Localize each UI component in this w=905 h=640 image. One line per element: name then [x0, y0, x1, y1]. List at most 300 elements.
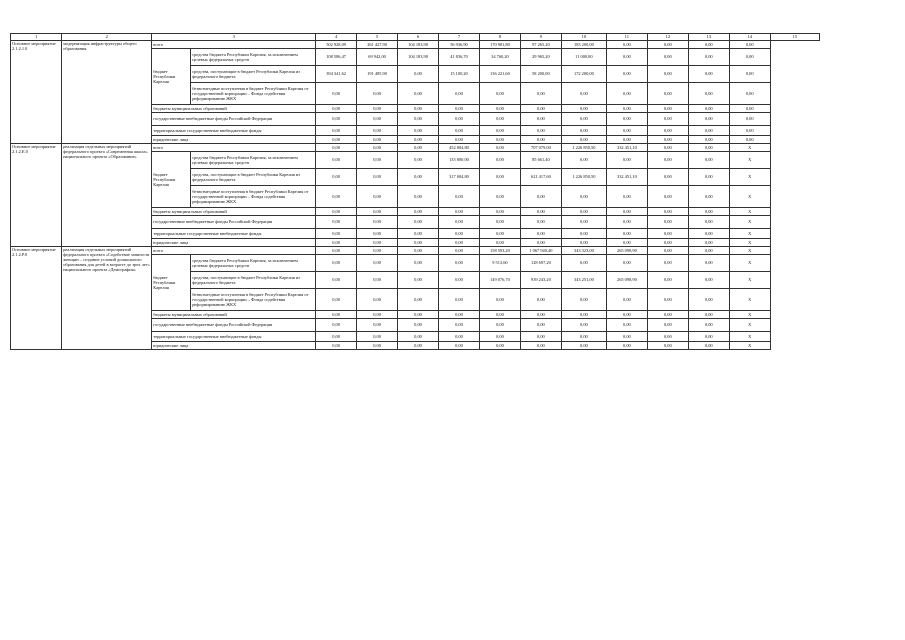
- value-cell: X: [729, 311, 770, 319]
- value-cell: 0,00: [606, 255, 647, 272]
- funding-subsource: средства, поступающие в бюджет Республики Карелия из федерального бюджета: [191, 272, 316, 289]
- value-cell: 707 079,00: [520, 144, 561, 152]
- value-cell: 172 200,00: [561, 66, 606, 83]
- value-cell: 0,00: [398, 152, 439, 169]
- value-cell: 0,00: [398, 208, 439, 216]
- col-header: 7: [439, 34, 480, 41]
- value-cell: 158 593,20: [479, 247, 520, 255]
- value-cell: X: [729, 319, 770, 332]
- value-cell: 0,00: [606, 239, 647, 247]
- value-cell: 0,00: [316, 208, 357, 216]
- value-cell: 0,00: [357, 289, 398, 311]
- value-cell: 0,00: [729, 113, 770, 126]
- funding-source: государственные внебюджетные фонды Российской Федерации: [152, 216, 316, 229]
- value-cell: 0,00: [398, 169, 439, 186]
- col-header: 3: [152, 34, 316, 41]
- value-cell: 97 265,20: [520, 41, 561, 49]
- funding-group: бюджет Республики Карелия: [152, 152, 191, 208]
- value-cell: 0,00: [316, 319, 357, 332]
- value-cell: 0,00: [520, 136, 561, 144]
- value-cell: 0,00: [357, 113, 398, 126]
- value-cell: 0,00: [688, 83, 729, 105]
- value-cell: X: [729, 247, 770, 255]
- col-header: 1: [11, 34, 62, 41]
- value-cell: 0,00: [688, 186, 729, 208]
- col-header: 2: [62, 34, 152, 41]
- value-cell: 0,00: [647, 49, 688, 66]
- value-cell: 0,00: [479, 152, 520, 169]
- value-cell: 0,00: [606, 186, 647, 208]
- col-header: 14: [729, 34, 770, 41]
- value-cell: 0,00: [439, 229, 480, 239]
- value-cell: 0,00: [357, 255, 398, 272]
- measure-code: Основное мероприятие 2.1.2.Р.0: [11, 247, 62, 350]
- value-cell: 0,00: [561, 152, 606, 169]
- funding-source: бюджеты муниципальных образований: [152, 105, 316, 113]
- value-cell: 332 451,10: [606, 169, 647, 186]
- value-cell: 0,00: [479, 342, 520, 350]
- funding-subsource: средства бюджета Республики Карелия, за исключением целевых федеральных средств: [191, 255, 316, 272]
- value-cell: 0,00: [606, 136, 647, 144]
- value-cell: 0,00: [479, 113, 520, 126]
- value-cell: 0,00: [316, 83, 357, 105]
- value-cell: 0,00: [606, 332, 647, 342]
- measure-name: модернизация инфраструктуры общего образования: [62, 41, 152, 144]
- value-cell: 0,00: [647, 186, 688, 208]
- value-cell: 149 076,70: [479, 272, 520, 289]
- value-cell: 0,00: [647, 239, 688, 247]
- value-cell: X: [729, 289, 770, 311]
- value-cell: 621 417,60: [520, 169, 561, 186]
- value-cell: 0,00: [357, 152, 398, 169]
- value-cell: 0,00: [398, 216, 439, 229]
- value-cell: 0,00: [439, 136, 480, 144]
- funding-subsource: средства бюджета Республики Карелия, за исключением целевых федеральных средств: [191, 152, 316, 169]
- funding-subsource: безвозмездные поступления в бюджет Республики Карелия от государственной корпорации – Фонда содействия реформированию ЖКХ: [191, 289, 316, 311]
- value-cell: 0,00: [479, 105, 520, 113]
- value-cell: 0,00: [439, 216, 480, 229]
- value-cell: 0,00: [357, 144, 398, 152]
- value-cell: 0,00: [316, 216, 357, 229]
- value-cell: X: [729, 216, 770, 229]
- value-cell: 0,00: [647, 289, 688, 311]
- value-cell: 0,00: [316, 247, 357, 255]
- value-cell: X: [729, 239, 770, 247]
- value-cell: 0,00: [316, 229, 357, 239]
- value-cell: 0,00: [398, 126, 439, 136]
- value-cell: 0,00: [647, 113, 688, 126]
- value-cell: 0,00: [479, 136, 520, 144]
- value-cell: 0,00: [357, 216, 398, 229]
- value-cell: 0,00: [561, 255, 606, 272]
- value-cell: 0,00: [520, 208, 561, 216]
- value-cell: X: [729, 255, 770, 272]
- value-cell: 0,00: [398, 332, 439, 342]
- funding-subsource: средства, поступающие в бюджет Республики Карелия из федерального бюджета: [191, 66, 316, 83]
- value-cell: 0,00: [357, 229, 398, 239]
- value-cell: 261 427,90: [357, 41, 398, 49]
- funding-source: территориальные государственные внебюджетные фонды: [152, 126, 316, 136]
- value-cell: 0,00: [479, 169, 520, 186]
- table-row: [11, 144, 820, 152]
- value-cell: 0,00: [688, 136, 729, 144]
- value-cell: 0,00: [647, 311, 688, 319]
- value-cell: 136 221,60: [479, 66, 520, 83]
- value-cell: 0,00: [520, 105, 561, 113]
- value-cell: 0,00: [520, 126, 561, 136]
- value-cell: 0,00: [398, 66, 439, 83]
- value-cell: 0,00: [316, 113, 357, 126]
- value-cell: 0,00: [479, 126, 520, 136]
- value-cell: 0,00: [688, 342, 729, 350]
- value-cell: 0,00: [520, 186, 561, 208]
- value-cell: 0,00: [398, 289, 439, 311]
- value-cell: 0,00: [606, 126, 647, 136]
- col-header: 8: [479, 34, 520, 41]
- value-cell: X: [729, 332, 770, 342]
- value-cell: 0,00: [398, 113, 439, 126]
- value-cell: 0,00: [561, 289, 606, 311]
- table-row: [11, 247, 820, 255]
- value-cell: 0,00: [520, 311, 561, 319]
- value-cell: 0,00: [398, 342, 439, 350]
- col-header: 4: [316, 34, 357, 41]
- value-cell: 41 836,70: [439, 49, 480, 66]
- value-cell: 69 942,00: [357, 49, 398, 66]
- value-cell: 0,00: [479, 319, 520, 332]
- value-cell: X: [729, 229, 770, 239]
- value-cell: 0,00: [688, 216, 729, 229]
- value-cell: 0,00: [398, 311, 439, 319]
- value-cell: 394 341,62: [316, 66, 357, 83]
- value-cell: 0,00: [606, 311, 647, 319]
- value-cell: 0,00: [439, 208, 480, 216]
- value-cell: 0,00: [357, 169, 398, 186]
- value-cell: 0,00: [688, 208, 729, 216]
- value-cell: 0,00: [606, 49, 647, 66]
- funding-source: государственные внебюджетные фонды Российской Федерации: [152, 319, 316, 332]
- measure-name: реализация отдельных мероприятий федерального проекта «Содействие занятости женщин – создание условий дошкольного образования для детей в возрасте до трех лет» национального проекта «Демография»: [62, 247, 152, 350]
- budget-table-sheet: [10, 33, 820, 473]
- value-cell: 0,00: [606, 289, 647, 311]
- funding-source: всего: [152, 144, 316, 152]
- value-cell: 0,00: [520, 113, 561, 126]
- value-cell: 0,00: [357, 311, 398, 319]
- value-cell: X: [729, 152, 770, 169]
- value-cell: 0,00: [316, 186, 357, 208]
- value-cell: 0,00: [647, 83, 688, 105]
- value-cell: 0,00: [479, 186, 520, 208]
- value-cell: 343 251,00: [561, 272, 606, 289]
- value-cell: 502 928,09: [316, 41, 357, 49]
- value-cell: 0,00: [688, 66, 729, 83]
- col-header: 13: [688, 34, 729, 41]
- col-header: 12: [647, 34, 688, 41]
- funding-subsource: средства бюджета Республики Карелия, за исключением целевых федеральных средств: [191, 49, 316, 66]
- value-cell: 0,00: [398, 144, 439, 152]
- value-cell: 0,00: [479, 311, 520, 319]
- value-cell: 0,00: [561, 186, 606, 208]
- col-header: 11: [606, 34, 647, 41]
- value-cell: 0,00: [561, 105, 606, 113]
- value-cell: 0,00: [479, 239, 520, 247]
- value-cell: 0,00: [316, 239, 357, 247]
- value-cell: 317 004,80: [439, 169, 480, 186]
- value-cell: 0,00: [357, 239, 398, 247]
- value-cell: 0,00: [479, 229, 520, 239]
- value-cell: 0,00: [688, 152, 729, 169]
- value-cell: 104 183,90: [398, 41, 439, 49]
- value-cell: 0,00: [688, 289, 729, 311]
- value-cell: 0,00: [520, 319, 561, 332]
- value-cell: 265 098,90: [606, 247, 647, 255]
- value-cell: 1 226 850,50: [561, 169, 606, 186]
- value-cell: 0,00: [688, 255, 729, 272]
- value-cell: 0,00: [357, 247, 398, 255]
- value-cell: 0,00: [439, 272, 480, 289]
- value-cell: 58 200,00: [520, 66, 561, 83]
- value-cell: 108 586,47: [316, 49, 357, 66]
- value-cell: 0,00: [439, 289, 480, 311]
- value-cell: 0,00: [316, 332, 357, 342]
- value-cell: 0,00: [316, 169, 357, 186]
- value-cell: 0,00: [316, 289, 357, 311]
- table-body: [11, 41, 820, 350]
- value-cell: 0,00: [606, 105, 647, 113]
- value-cell: 0,00: [561, 229, 606, 239]
- value-cell: 0,00: [439, 186, 480, 208]
- value-cell: 0,00: [357, 136, 398, 144]
- value-cell: 0,00: [398, 229, 439, 239]
- value-cell: 0,00: [606, 208, 647, 216]
- value-cell: 128 697,20: [520, 255, 561, 272]
- value-cell: 0,00: [647, 319, 688, 332]
- value-cell: 0,00: [398, 105, 439, 113]
- value-cell: 0,00: [357, 126, 398, 136]
- funding-source: юридические лица: [152, 136, 316, 144]
- value-cell: 0,00: [688, 169, 729, 186]
- funding-subsource: безвозмездные поступления в бюджет Республики Карелия от государственной корпорации – Фонда содействия реформированию ЖКХ: [191, 186, 316, 208]
- value-cell: 0,00: [439, 247, 480, 255]
- value-cell: 0,00: [398, 319, 439, 332]
- funding-source: территориальные государственные внебюджетные фонды: [152, 229, 316, 239]
- value-cell: 0,00: [647, 136, 688, 144]
- funding-source: бюджеты муниципальных образований: [152, 311, 316, 319]
- col-header: 5: [357, 34, 398, 41]
- value-cell: 0,00: [398, 136, 439, 144]
- value-cell: 0,00: [561, 342, 606, 350]
- value-cell: 34 760,20: [479, 49, 520, 66]
- value-cell: 9 513,60: [479, 255, 520, 272]
- value-cell: 1 226 850,50: [561, 144, 606, 152]
- value-cell: 0,00: [561, 216, 606, 229]
- funding-group: бюджет Республики Карелия: [152, 49, 191, 105]
- value-cell: 0,00: [647, 66, 688, 83]
- column-number-row: [11, 34, 820, 41]
- value-cell: 0,00: [606, 41, 647, 49]
- value-cell: 0,00: [647, 216, 688, 229]
- value-cell: X: [729, 342, 770, 350]
- value-cell: 0,00: [357, 342, 398, 350]
- value-cell: 0,00: [479, 83, 520, 105]
- value-cell: 0,00: [439, 83, 480, 105]
- value-cell: 332 451,10: [606, 144, 647, 152]
- value-cell: 0,00: [647, 229, 688, 239]
- value-cell: 0,00: [439, 255, 480, 272]
- value-cell: 0,00: [316, 272, 357, 289]
- funding-source: государственные внебюджетные фонды Российской Федерации: [152, 113, 316, 126]
- value-cell: 0,00: [647, 272, 688, 289]
- value-cell: 0,00: [647, 105, 688, 113]
- value-cell: 0,00: [520, 229, 561, 239]
- value-cell: 0,00: [647, 255, 688, 272]
- value-cell: 0,00: [561, 319, 606, 332]
- value-cell: 0,00: [316, 136, 357, 144]
- value-cell: 0,00: [688, 229, 729, 239]
- value-cell: 0,00: [606, 216, 647, 229]
- value-cell: 0,00: [688, 105, 729, 113]
- value-cell: 939 243,20: [520, 272, 561, 289]
- funding-source: юридические лица: [152, 239, 316, 247]
- value-cell: 15 100,20: [439, 66, 480, 83]
- value-cell: 0,00: [729, 105, 770, 113]
- value-cell: 0,00: [479, 289, 520, 311]
- value-cell: 183 200,00: [561, 41, 606, 49]
- value-cell: 0,00: [439, 105, 480, 113]
- value-cell: 0,00: [606, 229, 647, 239]
- col-header: 6: [398, 34, 439, 41]
- value-cell: 0,00: [479, 144, 520, 152]
- value-cell: 0,00: [439, 319, 480, 332]
- value-cell: 0,00: [729, 126, 770, 136]
- value-cell: 0,00: [688, 319, 729, 332]
- value-cell: 0,00: [479, 332, 520, 342]
- value-cell: 0,00: [398, 255, 439, 272]
- measure-name: реализация отдельных мероприятий федерального проекта «Современная школа» национального проекта «Образование»: [62, 144, 152, 247]
- value-cell: 452 804,80: [439, 144, 480, 152]
- value-cell: 85 661,40: [520, 152, 561, 169]
- value-cell: 1 067 940,40: [520, 247, 561, 255]
- value-cell: 0,00: [439, 311, 480, 319]
- value-cell: 0,00: [520, 216, 561, 229]
- value-cell: X: [729, 272, 770, 289]
- value-cell: 0,00: [357, 83, 398, 105]
- value-cell: 0,00: [688, 247, 729, 255]
- value-cell: 0,00: [647, 152, 688, 169]
- value-cell: 0,00: [561, 208, 606, 216]
- value-cell: 0,00: [688, 272, 729, 289]
- value-cell: 0,00: [398, 247, 439, 255]
- value-cell: 0,00: [561, 136, 606, 144]
- value-cell: 29 965,20: [520, 49, 561, 66]
- measure-code: Основное мероприятие 2.1.2.1.0: [11, 41, 62, 144]
- funding-source: территориальные государственные внебюджетные фонды: [152, 332, 316, 342]
- value-cell: 0,00: [316, 144, 357, 152]
- value-cell: 0,00: [561, 311, 606, 319]
- value-cell: 0,00: [316, 152, 357, 169]
- funding-subsource: средства, поступающие в бюджет Республики Карелия из федерального бюджета: [191, 169, 316, 186]
- value-cell: 0,00: [316, 255, 357, 272]
- value-cell: X: [729, 144, 770, 152]
- value-cell: X: [729, 208, 770, 216]
- value-cell: 0,00: [561, 239, 606, 247]
- table-row: [11, 41, 820, 49]
- value-cell: 0,00: [606, 66, 647, 83]
- value-cell: 0,00: [729, 66, 770, 83]
- value-cell: 0,00: [647, 247, 688, 255]
- value-cell: 0,00: [561, 113, 606, 126]
- value-cell: 0,00: [647, 126, 688, 136]
- funding-source: всего: [152, 41, 316, 49]
- value-cell: 0,00: [357, 319, 398, 332]
- value-cell: 104 183,90: [398, 49, 439, 66]
- value-cell: 191 485,90: [357, 66, 398, 83]
- value-cell: 0,00: [561, 83, 606, 105]
- value-cell: 0,00: [688, 239, 729, 247]
- value-cell: 0,00: [520, 342, 561, 350]
- value-cell: 0,00: [647, 208, 688, 216]
- value-cell: 0,00: [398, 83, 439, 105]
- value-cell: 0,00: [647, 41, 688, 49]
- funding-source: юридические лица: [152, 342, 316, 350]
- value-cell: 0,00: [688, 41, 729, 49]
- value-cell: 11 000,00: [561, 49, 606, 66]
- value-cell: 0,00: [357, 105, 398, 113]
- value-cell: 0,00: [439, 332, 480, 342]
- funding-group: бюджет Республики Карелия: [152, 255, 191, 311]
- value-cell: 0,00: [647, 332, 688, 342]
- value-cell: 0,00: [357, 186, 398, 208]
- budget-table: [10, 33, 820, 350]
- value-cell: 0,00: [520, 239, 561, 247]
- value-cell: 0,00: [479, 208, 520, 216]
- col-header: 10: [561, 34, 606, 41]
- value-cell: 0,00: [729, 49, 770, 66]
- col-header: 15: [770, 34, 819, 41]
- value-cell: 0,00: [439, 239, 480, 247]
- value-cell: 0,00: [398, 272, 439, 289]
- value-cell: 0,00: [357, 332, 398, 342]
- value-cell: 135 800,00: [439, 152, 480, 169]
- value-cell: 0,00: [606, 83, 647, 105]
- measure-code: Основное мероприятие 2.1.2.Е.0: [11, 144, 62, 247]
- value-cell: X: [729, 186, 770, 208]
- value-cell: 0,00: [688, 113, 729, 126]
- value-cell: 0,00: [647, 342, 688, 350]
- value-cell: 0,00: [398, 239, 439, 247]
- value-cell: 0,00: [688, 311, 729, 319]
- value-cell: 0,00: [316, 342, 357, 350]
- value-cell: 0,00: [479, 216, 520, 229]
- value-cell: 0,00: [316, 126, 357, 136]
- value-cell: 0,00: [439, 113, 480, 126]
- value-cell: 0,00: [357, 272, 398, 289]
- value-cell: 0,00: [520, 289, 561, 311]
- value-cell: 0,00: [398, 186, 439, 208]
- value-cell: 0,00: [688, 144, 729, 152]
- value-cell: 0,00: [647, 169, 688, 186]
- value-cell: 0,00: [647, 144, 688, 152]
- value-cell: 265 098,90: [606, 272, 647, 289]
- value-cell: 0,00: [729, 41, 770, 49]
- value-cell: 0,00: [561, 126, 606, 136]
- value-cell: 0,00: [606, 319, 647, 332]
- value-cell: 56 936,90: [439, 41, 480, 49]
- value-cell: 0,00: [520, 83, 561, 105]
- value-cell: X: [729, 169, 770, 186]
- funding-source: всего: [152, 247, 316, 255]
- value-cell: 0,00: [688, 126, 729, 136]
